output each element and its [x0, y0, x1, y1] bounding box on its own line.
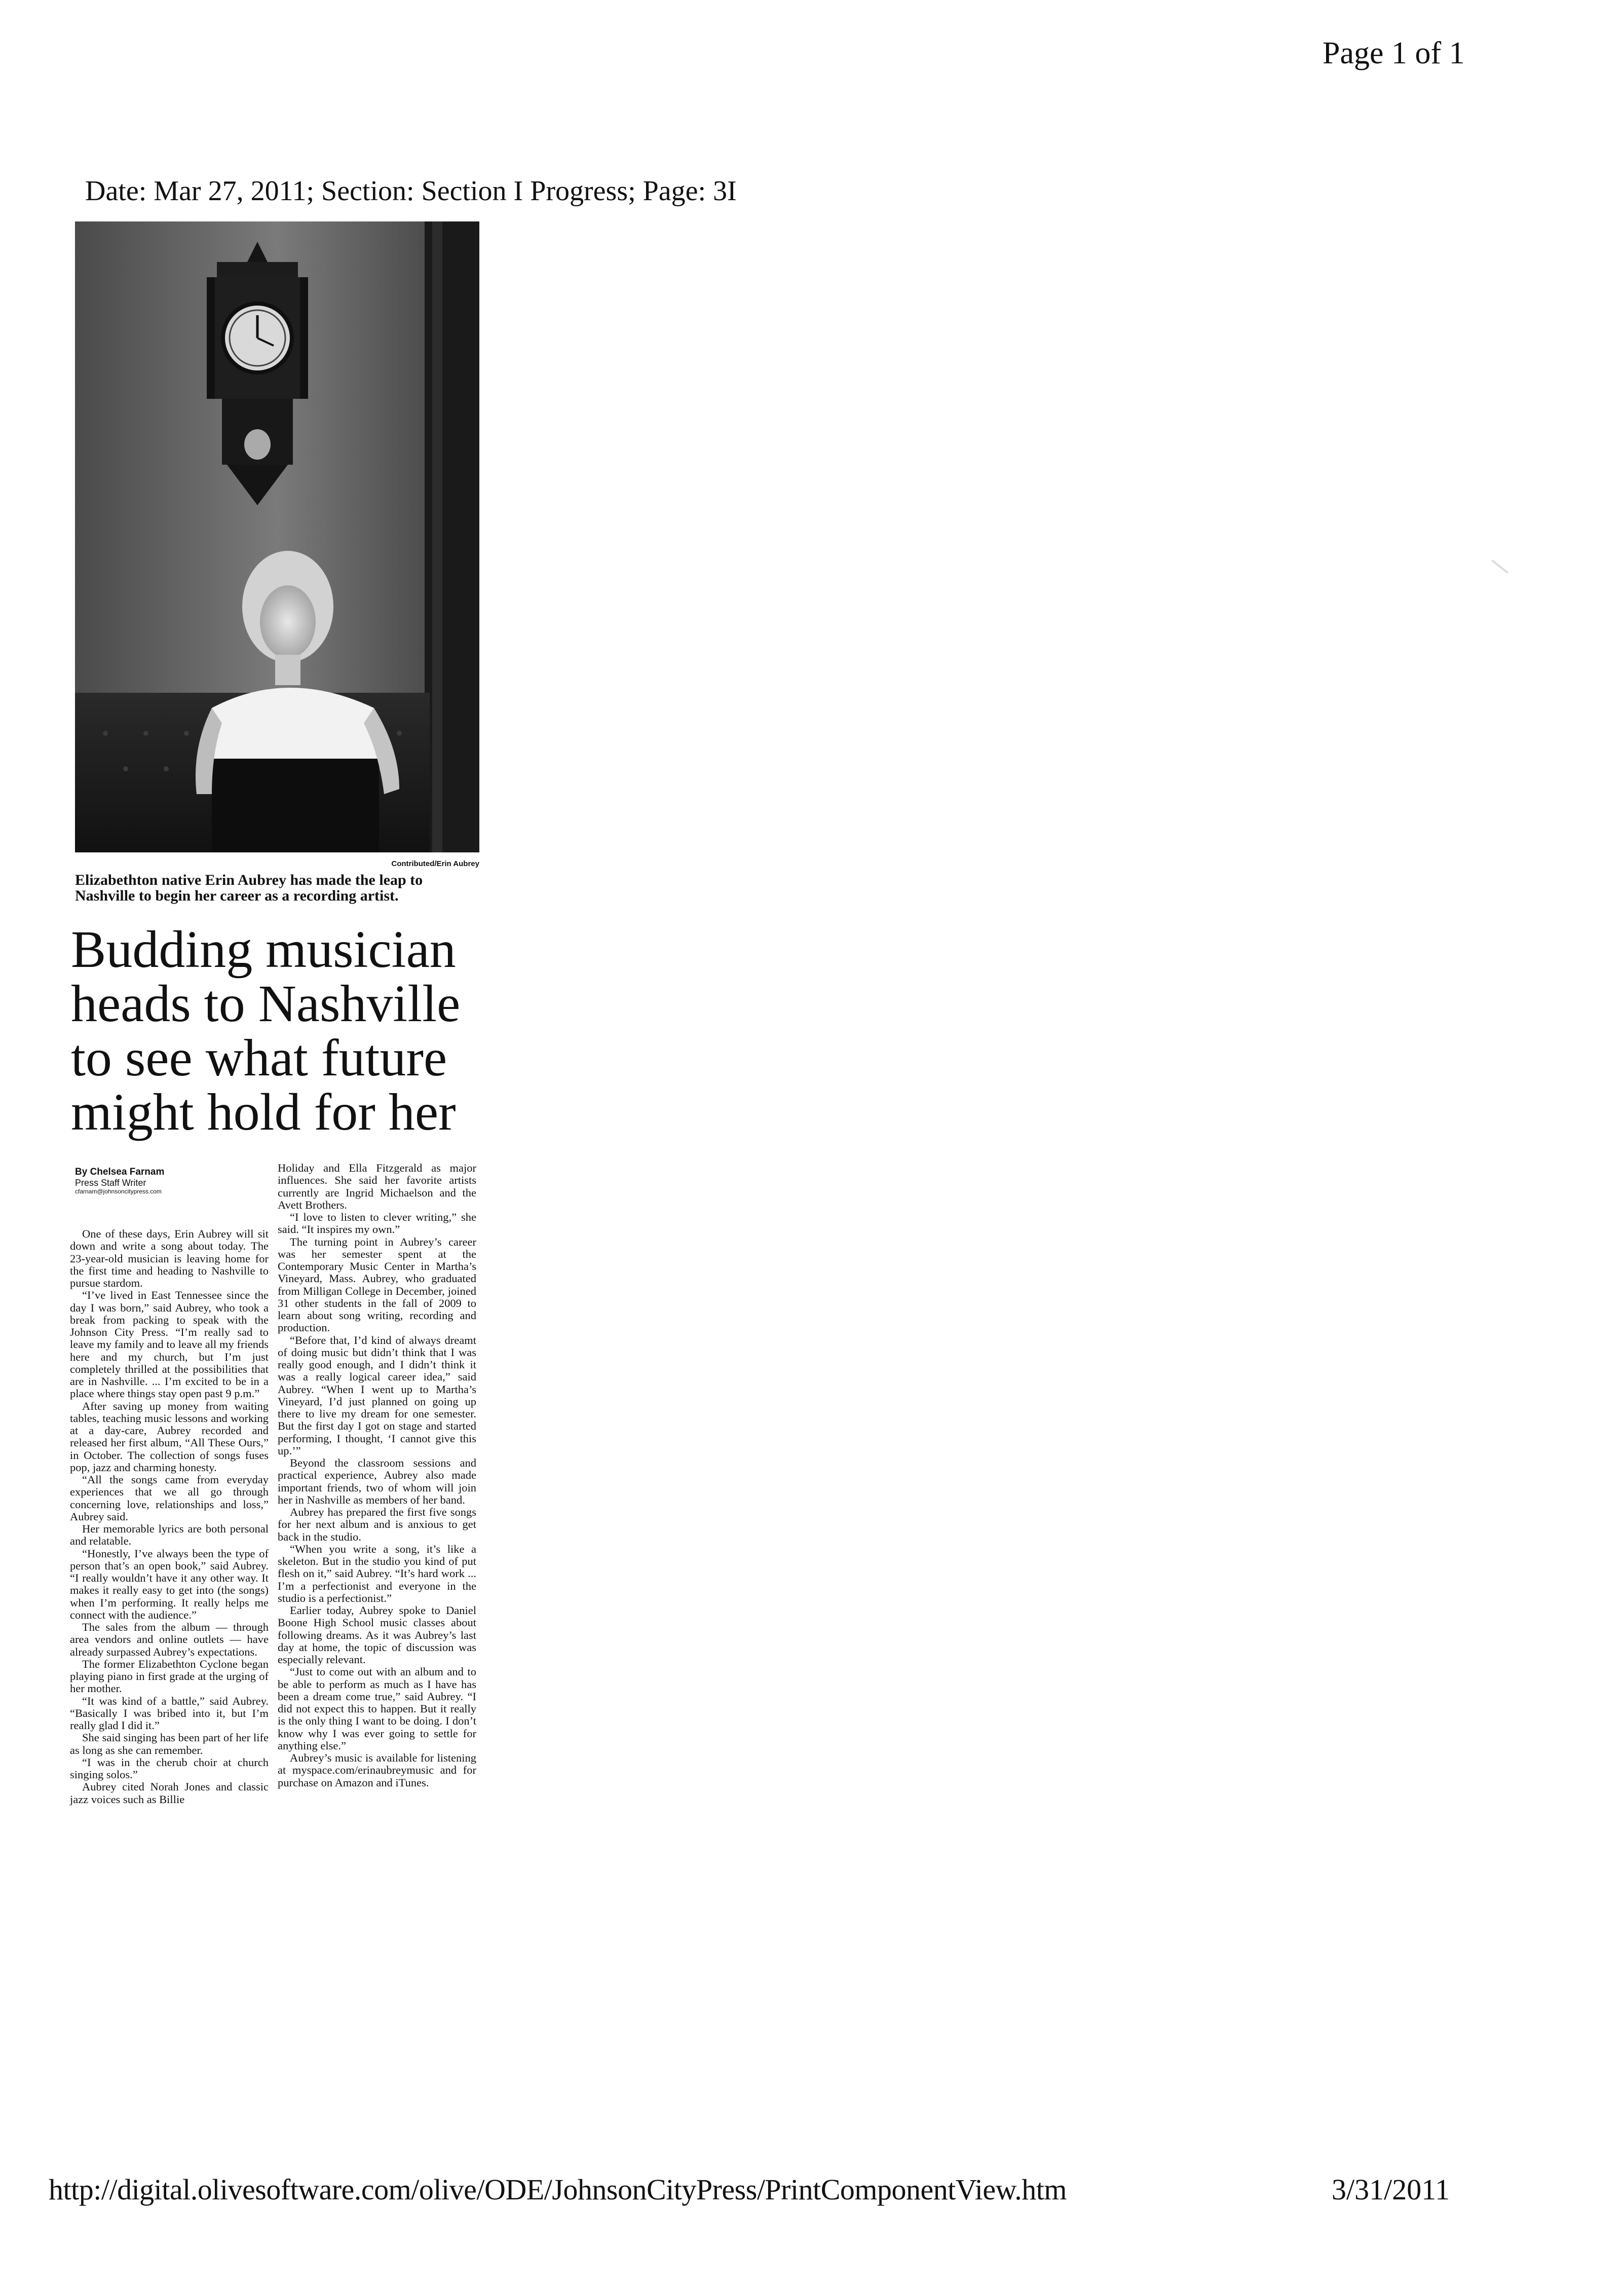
- paragraph: Aubrey cited Norah Jones and classic jazz voices such as Billie: [70, 1780, 269, 1806]
- paragraph: “I’ve lived in East Tennessee since the day I was born,” said Aubrey, who took a break from packing to speak with the Johnson City Press. “I’m really sad to leave my family and to leave all my friends here and my church, but I’m just completely thrilled at the possibilities that are in Nashville. ... I’m excited to be in a place where things stay open past 9 p.m.”: [70, 1289, 269, 1400]
- scan-mark: [1491, 559, 1508, 574]
- print-date: 3/31/2011: [1332, 2173, 1450, 2206]
- photo-credit: Contributed/Erin Aubrey: [391, 859, 479, 868]
- dateline: Date: Mar 27, 2011; Section: Section I Progress; Page: 3I: [85, 175, 737, 207]
- paragraph: The former Elizabethton Cyclone began playing piano in first grade at the urging of her mother.: [70, 1657, 269, 1695]
- page-number: Page 1 of 1: [1323, 36, 1465, 70]
- paragraph: After saving up money from waiting tables, teaching music lessons and working at a day-care, Aubrey recorded and released her first album, “All These Ours,” in October. The collection of songs fuses pop, jazz and charming honesty.: [70, 1399, 269, 1474]
- paragraph: Aubrey has prepared the first five songs for her next album and is anxious to get back in the studio.: [278, 1506, 476, 1543]
- article-photo: [75, 221, 479, 852]
- byline-email: cfarnam@johnsoncitypress.com: [75, 1187, 162, 1195]
- paragraph: “Honestly, I’ve always been the type of person that’s an open book,” said Aubrey. “I really wouldn’t have it any other way. It makes it really easy to get into (the songs) when I’m performing. It really helps me connect with the audience.”: [70, 1547, 269, 1621]
- paragraph: The turning point in Aubrey’s career was her semester spent at the Contemporary Music Center in Martha’s Vineyard, Mass. Aubrey, who graduated from Milligan College in December, joined 31 other students in the fall of 2009 to learn about song writing, recording and production.: [278, 1235, 476, 1334]
- byline: [75, 1167, 270, 1195]
- paragraph: “All the songs came from everyday experiences that we all go through concerning love, relationships and loss,” Aubrey said.: [70, 1473, 269, 1523]
- paragraph: Aubrey’s music is available for listening at myspace.com/erinaubreymusic and for purchase on Amazon and iTunes.: [278, 1751, 476, 1789]
- paragraph: “Before that, I’d kind of always dreamt of doing music but didn’t think that I was really good enough, and I didn’t think it was a really logical career idea,” said Aubrey. “When I went up to Martha’s Vineyard, I’d just planned on going up there to live my dream for one semester. But the first day I got on stage and started performing, I thought, ‘I cannot give this up.’”: [278, 1333, 476, 1457]
- byline-author: By Chelsea Farnam: [75, 1167, 165, 1177]
- paragraph: “It was kind of a battle,” said Aubrey. “Basically I was bribed into it, but I’m really glad I did it.”: [70, 1694, 269, 1732]
- article-column-2: [278, 1162, 476, 1789]
- photo-woman-with-clock: [75, 221, 479, 852]
- paragraph: “I love to listen to clever writing,” she said. “It inspires my own.”: [278, 1211, 476, 1236]
- paragraph: “When you write a song, it’s like a skeleton. But in the studio you kind of put flesh on it,” said Aubrey. “It’s hard work ... I’m a perfectionist and everyone in the studio is a perfectionist.”: [278, 1542, 476, 1604]
- article-column-1: [70, 1228, 269, 1806]
- paragraph: “I was in the cherub choir at church singing solos.”: [70, 1755, 269, 1781]
- paragraph: She said singing has been part of her life as long as she can remember.: [70, 1731, 269, 1756]
- source-url: http://digital.olivesoftware.com/olive/ODE/JohnsonCityPress/PrintComponentView.htm: [49, 2173, 1067, 2206]
- paragraph: The sales from the album — through area vendors and online outlets — have already surpassed Aubrey’s expectations.: [70, 1621, 269, 1658]
- paragraph: “Just to come out with an album and to be able to perform as much as I have has been a dream come true,” said Aubrey. “I did not expect this to happen. But it really is the only thing I want to be doing. I don’t know why I was ever going to settle for anything else.”: [278, 1665, 476, 1752]
- paragraph: One of these days, Erin Aubrey will sit down and write a song about today. The 23-year-old musician is leaving home for the first time and heading to Nashville to pursue stardom.: [70, 1227, 269, 1289]
- paragraph: Earlier today, Aubrey spoke to Daniel Boone High School music classes about following dreams. As it was Aubrey’s last day at home, the topic of discussion was especially relevant.: [278, 1604, 476, 1666]
- headline: Budding musician heads to Nashville to see what future might hold for her: [71, 920, 461, 1142]
- byline-role: Press Staff Writer: [75, 1177, 146, 1188]
- paragraph: Her memorable lyrics are both personal and relatable.: [70, 1522, 269, 1548]
- paragraph: Beyond the classroom sessions and practical experience, Aubrey also made important friends, two of whom will join her in Nashville as members of her band.: [278, 1456, 476, 1506]
- paragraph: Holiday and Ella Fitzgerald as major influences. She said her favorite artists currently are Ingrid Michaelson and the Avett Brothers.: [278, 1162, 476, 1211]
- photo-caption: Elizabethton native Erin Aubrey has made the leap to Nashville to begin her career as a recording artist.: [75, 872, 423, 904]
